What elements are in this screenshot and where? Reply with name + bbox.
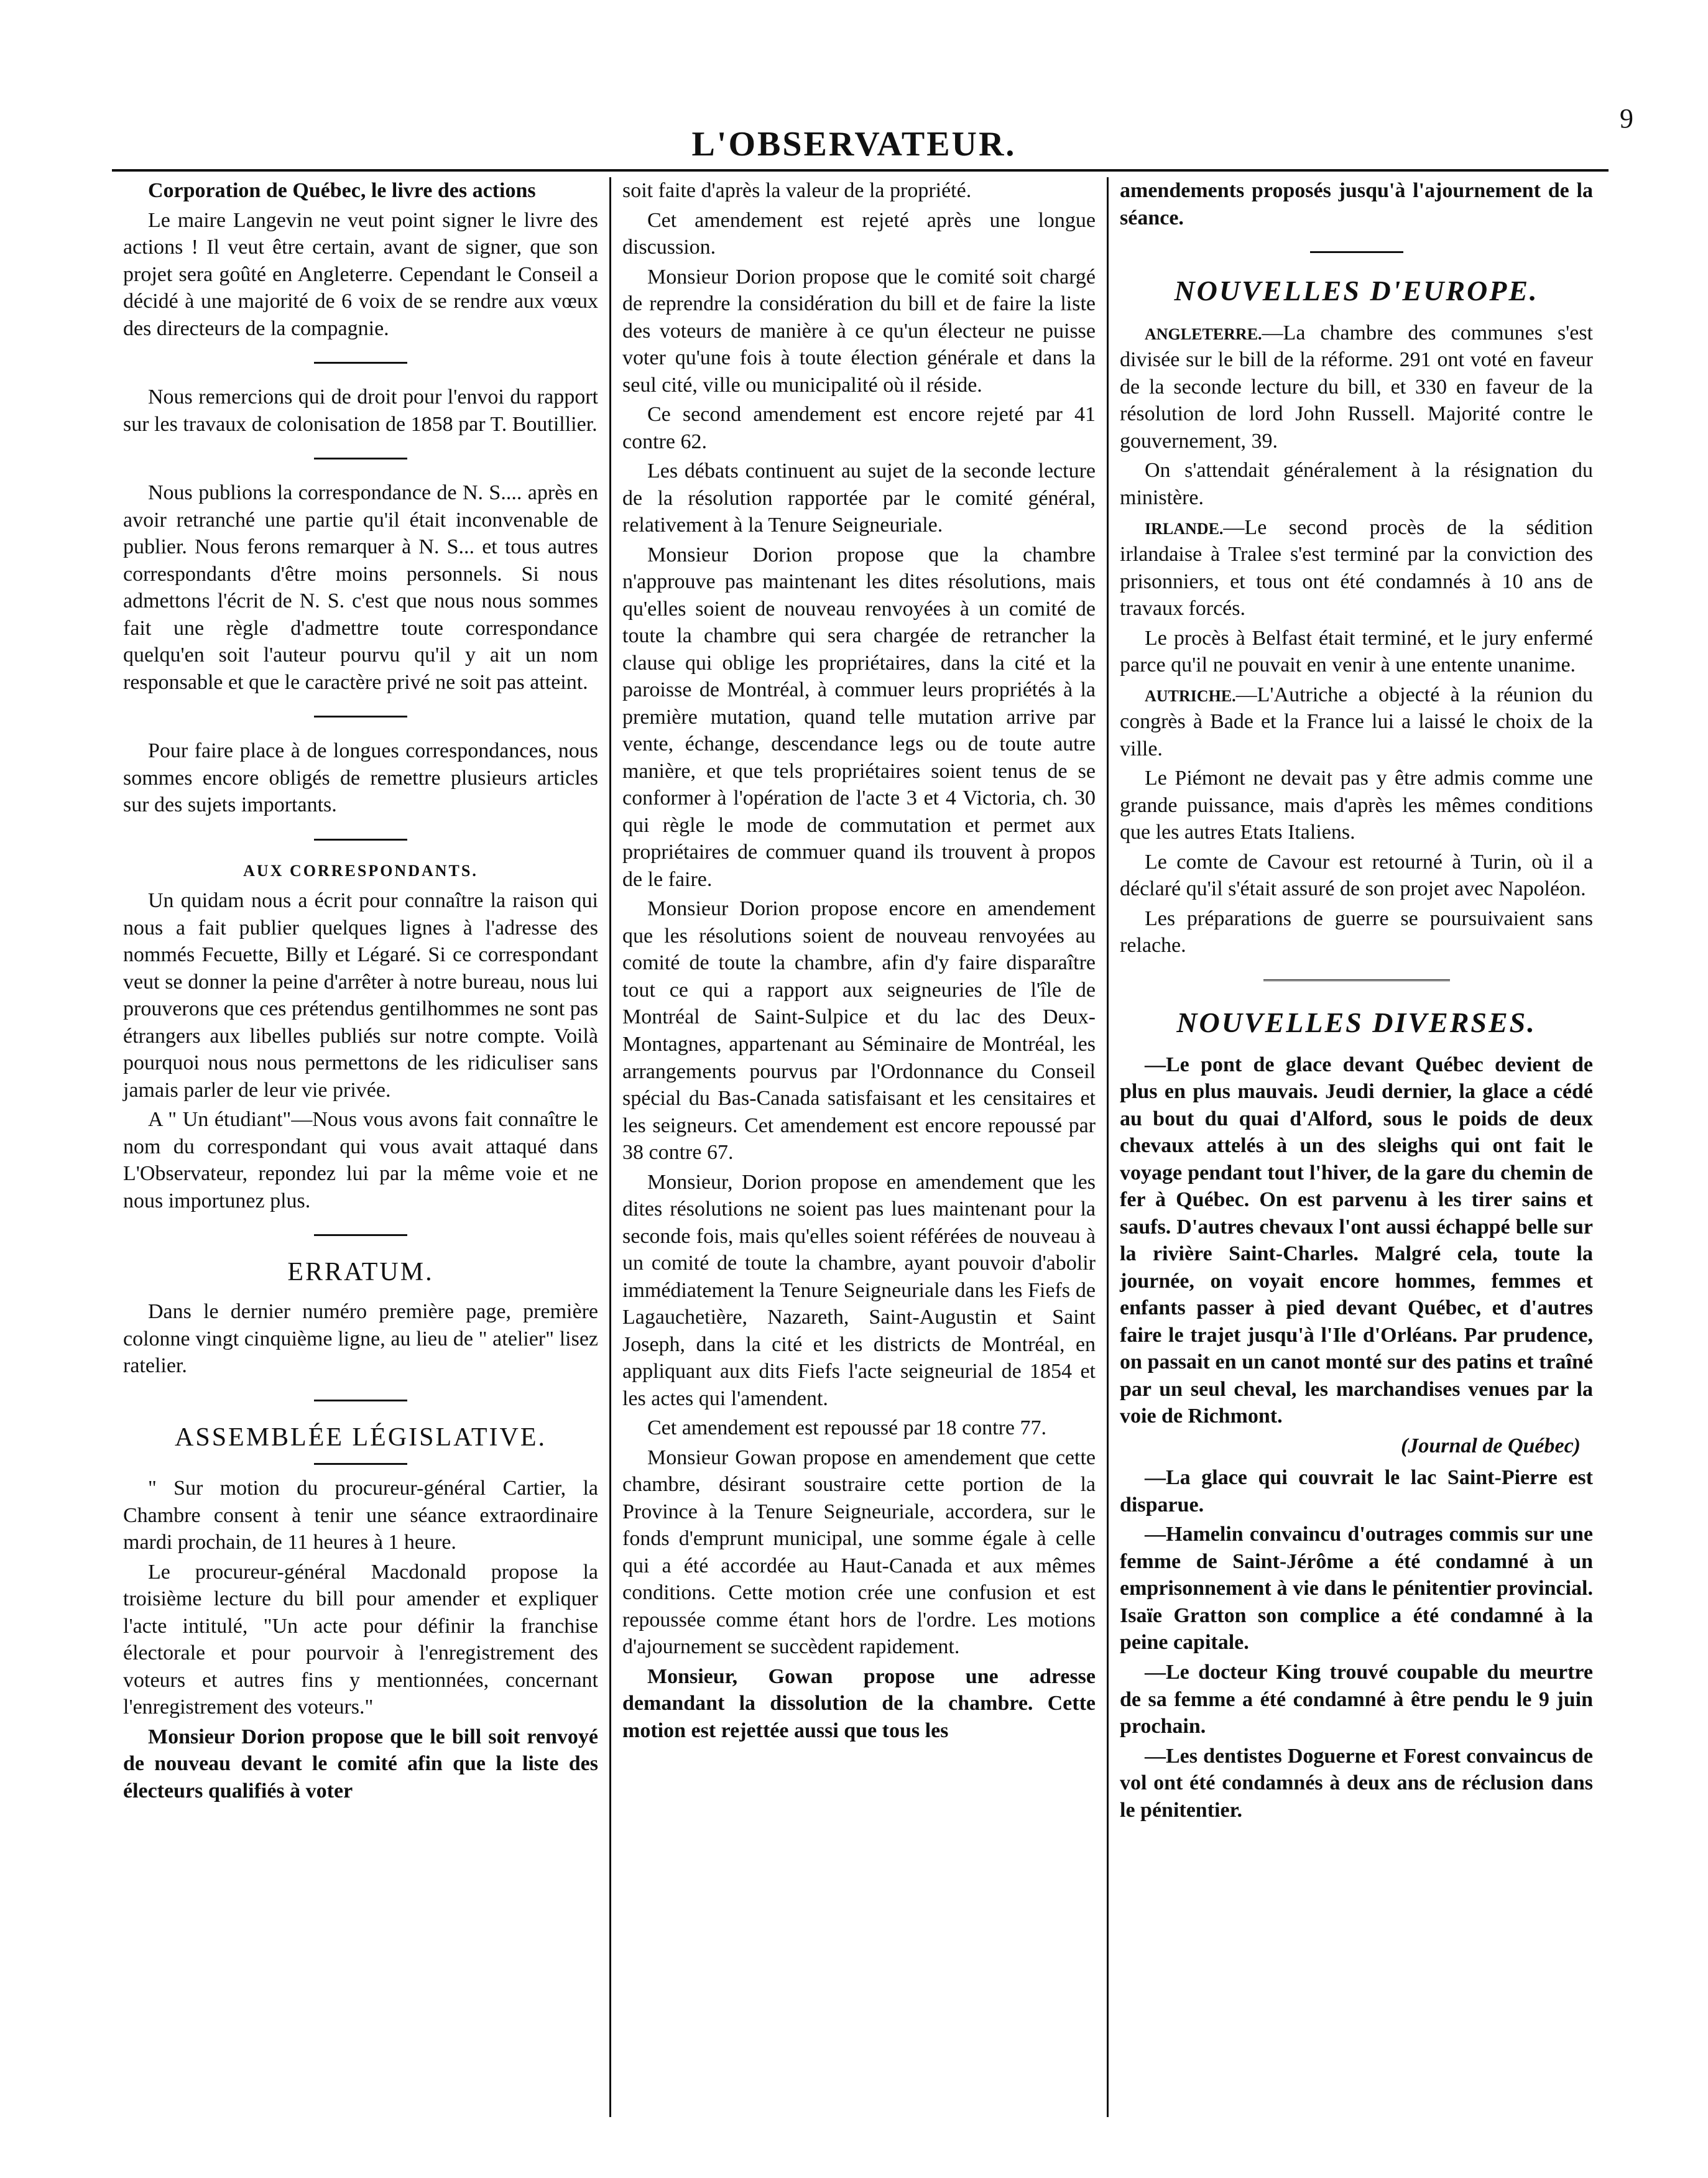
section-heading: NOUVELLES DIVERSES. <box>1176 1006 1536 1038</box>
newspaper-columns <box>112 177 1607 2117</box>
section-divider <box>314 362 407 364</box>
country-lead: AUTRICHE. <box>1145 686 1236 705</box>
paragraph-text: —La chambre des communes s'est divisée sur le bill de la réforme. 291 ont voté en faveur de la seconde lecture du bill, et 330 en faveur de la résolution de lord John Russell. Majorité contre le gouvernement, 39. <box>1120 321 1593 453</box>
article-paragraph: Le maire Langevin ne veut point signer le livre des actions ! Il veut être certain, avant de signer, que son projet sera goûté en Angleterre. Cependant le Conseil a décidé à une majorité de 6 voix de se rendre aux vœux des directeurs de la compagnie. <box>123 208 598 340</box>
article-paragraph: Monsieur Dorion propose que le bill soit renvoyé de nouveau devant le comité afin que la liste des électeurs qualifiés à voter <box>123 1725 598 1802</box>
column-3 <box>1107 177 1604 2117</box>
article-paragraph: Corporation de Québec, le livre des actions <box>148 179 536 202</box>
masthead: L'OBSERVATEUR. <box>691 125 1017 164</box>
article-paragraph <box>1120 514 1593 622</box>
paragraph-text: —L'Autriche a objecté à la réunion du congrès à Bade et la France lui a laissé le choix de la ville. <box>1120 683 1593 760</box>
article-paragraph: Monsieur, Dorion propose en amendement que les dites résolutions ne soient pas lues maintenant pour la seconde fois, mais qu'elles soient référées de nouveau à un comité de toute la chambre, ayant pouvoir d'abolir immédiatement la Tenure Seigneuriale dans les Fiefs de Lagauchetière, Nazareth, Saint-Augustin et Saint Joseph, dans la cité et les districts de Montréal, en appliquant aux dits Fiefs l'acte seigneurial de 1854 et les actes qui l'amendent. <box>622 1170 1096 1410</box>
section-heading: NOUVELLES D'EUROPE. <box>1174 275 1539 307</box>
section-divider <box>314 1234 407 1236</box>
article-paragraph: Monsieur, Gowan propose une adresse demandant la dissolution de la chambre. Cette motion est rejettée aussi que tous les <box>622 1664 1096 1742</box>
section-heading: ASSEMBLÉE LÉGISLATIVE. <box>175 1423 547 1452</box>
article-paragraph: Ce second amendement est encore rejeté par 41 contre 62. <box>622 403 1096 453</box>
article-paragraph: Les préparations de guerre se poursuivaient sans relache. <box>1120 907 1593 957</box>
article-paragraph: Monsieur Dorion propose que le comité soit chargé de reprendre la considération du bill et de faire la liste des voteurs de manière à ce qu'un électeur ne puisse voter qu'une fois à toute élection générale et dans la seul cité, ville ou municipalité où il réside. <box>622 265 1096 397</box>
section-heading: AUX CORRESPONDANTS. <box>243 861 478 880</box>
article-paragraph: Dans le dernier numéro première page, première colonne vingt cinquième ligne, au lieu de " atelier" lisez ratelier. <box>123 1300 598 1378</box>
section-divider <box>314 1463 407 1465</box>
article-paragraph: A " Un étudiant"—Nous vous avons fait connaître le nom du correspondant qui vous avait attaqué dans L'Observateur, repondez lui par la même voie et ne nous importunez plus. <box>123 1108 598 1212</box>
article-paragraph <box>1120 681 1593 763</box>
article-paragraph: Nous remercions qui de droit pour l'envoi du rapport sur les travaux de colonisation de 1858 par T. Boutillier. <box>123 385 598 436</box>
article-paragraph <box>1120 320 1593 455</box>
article-paragraph: On s'attendait généralement à la résignation du ministère. <box>1120 459 1593 509</box>
article-paragraph: Monsieur Dorion propose que la chambre n'approuve pas maintenant les dites résolutions, mais qu'elles soient de nouveau renvoyées à un comité de toute la chambre qui sera chargée de retrancher la clause qui oblige les propriétaires, dans la cité et la paroisse de Montréal, à commuer leurs propriétés à la première mutation, quand telle mutation arrive par vente, échange, descendance legs ou de toute autre manière, et que tels propriétaires soient tenus de se conformer à l'opération de l'acte 3 et 4 Victoria, ch. 30 qui règle le mode de commutation et permet aux propriétaires de commuer quand ils trouvent à propos de le faire. <box>622 543 1096 891</box>
article-paragraph: —Les dentistes Doguerne et Forest convaincus de vol ont été condamnés à deux ans de réclusion dans le pénitentier. <box>1120 1744 1593 1822</box>
article-paragraph: Cet amendement est repoussé par 18 contre 77. <box>647 1416 1047 1440</box>
article-paragraph: Le procureur-général Macdonald propose la troisième lecture du bill pour amender et expliquer l'acte intitulé, "Un acte pour définir la franchise électorale et pour pourvoir à l'enregistrement des voteurs et autres fins y mentionnées, concernant l'enregistrement des voteurs." <box>123 1560 598 1719</box>
article-paragraph: Les débats continuent au sujet de la seconde lecture de la résolution rapportée par le comité général, relativement à la Tenure Seigneuriale. <box>622 459 1096 537</box>
page-number: 9 <box>1620 103 1633 134</box>
country-lead: ANGLETERRE. <box>1145 325 1262 343</box>
article-paragraph: —La glace qui couvrait le lac Saint-Pierre est disparue. <box>1120 1466 1593 1516</box>
section-divider <box>314 458 407 459</box>
paragraph-text: —Le second procès de la sédition irlandaise à Tralee s'est terminé par la conviction des prisonniers, et tous ont été condamnés à 10 ans de travaux forcés. <box>1120 515 1593 621</box>
column-2 <box>609 177 1107 2117</box>
article-paragraph: —Le pont de glace devant Québec devient de plus en plus mauvais. Jeudi dernier, la glace a cédé au bout du quai d'Alford, sous le poids de deux chevaux attelés à un des sleighs qui ont fait le voyage pendant tout l'hiver, de la gare du chemin de fer à Québec. On est parvenu à les tirer sains et saufs. D'autres chevaux l'ont aussi échappé belle sur la rivière Saint-Charles. Malgré cela, toute la journée, on voyait encore hommes, femmes et enfants passer à pied devant Québec, et d'autres faire le trajet jusqu'à l'Ile d'Orléans. Par prudence, on passait en un canot monté sur des patins et traîné par un seul cheval, les marchandises venues par la voie de Richmont. <box>1120 1053 1593 1428</box>
section-heading: ERRATUM. <box>287 1258 434 1287</box>
article-paragraph: Un quidam nous a écrit pour connaître la raison qui nous a fait publier quelques lignes à l'adresse des nommés Fecuette, Billy et Légaré. Si ce correspondant veut se donner la peine d'arrêter à notre bureau, nous lui prouverons que ces prétendus gentilhommes ne sont pas étrangers aux libelles publiés sur notre compte. Voilà pourquoi nous nous permettons de les ridiculiser sans jamais parler de leur vie privée. <box>123 889 598 1102</box>
section-divider <box>314 716 407 718</box>
section-divider <box>1310 251 1403 253</box>
article-paragraph: amendements proposés jusqu'à l'ajournement de la séance. <box>1120 179 1593 229</box>
source-credit: (Journal de Québec) <box>1401 1434 1581 1457</box>
article-paragraph: " Sur motion du procureur-général Cartier, la Chambre consent à tenir une séance extraordinaire mardi prochain, de 11 heures à 1 heure. <box>123 1477 598 1554</box>
section-divider <box>314 839 407 841</box>
article-paragraph: Le comte de Cavour est retourné à Turin, où il a déclaré qu'il s'était assuré de son projet avec Napoléon. <box>1120 850 1593 901</box>
column-1 <box>112 177 609 2117</box>
article-paragraph: soit faite d'après la valeur de la propriété. <box>622 179 972 202</box>
section-divider <box>314 1400 407 1401</box>
article-paragraph: Nous publions la correspondance de N. S.... après en avoir retranché une partie qu'il était inconvenable de publier. Nous ferons remarquer à N. S... et tous autres correspondants d'être moins personnels. Si nous admettons l'écrit de N. S. c'est que nous nous sommes fait une règle d'admettre toute correspondance quelqu'en soit l'auteur pourvu qu'il y ait un nom responsable et que le caractère privé ne soit pas atteint. <box>123 481 598 694</box>
masthead-rule <box>112 169 1609 172</box>
article-paragraph: Monsieur Gowan propose en amendement que cette chambre, désirant soustraire cette portion de la Province à la Tenure Seigneuriale, accordera, sur le fonds d'emprunt municipal, une somme égale à celle qui a été accordée au Haut-Canada et aux mêmes conditions. Cette motion crée une confusion et est repoussée comme étant hors de l'ordre. Les motions d'ajournement se succèdent rapidement. <box>622 1446 1096 1659</box>
article-paragraph: —Le docteur King trouvé coupable du meurtre de sa femme a été condamné à être pendu le 9 juin prochain. <box>1120 1660 1593 1738</box>
article-paragraph: Cet amendement est rejeté après une longue discussion. <box>622 208 1096 259</box>
article-paragraph: Pour faire place à de longues correspondances, nous sommes encore obligés de remettre plusieurs articles sur des sujets importants. <box>123 739 598 817</box>
article-paragraph: Monsieur Dorion propose encore en amendement que les résolutions soient de nouveau renvoyées au comité de toute la chambre, afin d'y faire disparaître tout ce qui a rapport aux seigneuries de l'île de Montréal de Saint-Sulpice et du lac des Deux-Montagnes, appartenant au Séminaire de Montréal, les arrangements pourvus par l'Ordonnance du Conseil spécial du Bas-Canada satisfaisant et les censitaires et les seigneurs. Cet amendement est encore repoussé par 38 contre 67. <box>622 897 1096 1165</box>
article-paragraph: Le procès à Belfast était terminé, et le jury enfermé parce qu'il ne pouvait en venir à une entente unanime. <box>1120 626 1593 677</box>
section-divider <box>1263 979 1450 985</box>
article-paragraph: Le Piémont ne devait pas y être admis comme une grande puissance, mais d'après les mêmes conditions que les autres Etats Italiens. <box>1120 767 1593 844</box>
article-paragraph: —Hamelin convaincu d'outrages commis sur une femme de Saint-Jérôme a été condamné à un emprisonnement à vie dans le pénitentier provincial. Isaïe Gratton son complice a été condamné à la peine capitale. <box>1120 1523 1593 1654</box>
country-lead: IRLANDE. <box>1145 519 1224 538</box>
